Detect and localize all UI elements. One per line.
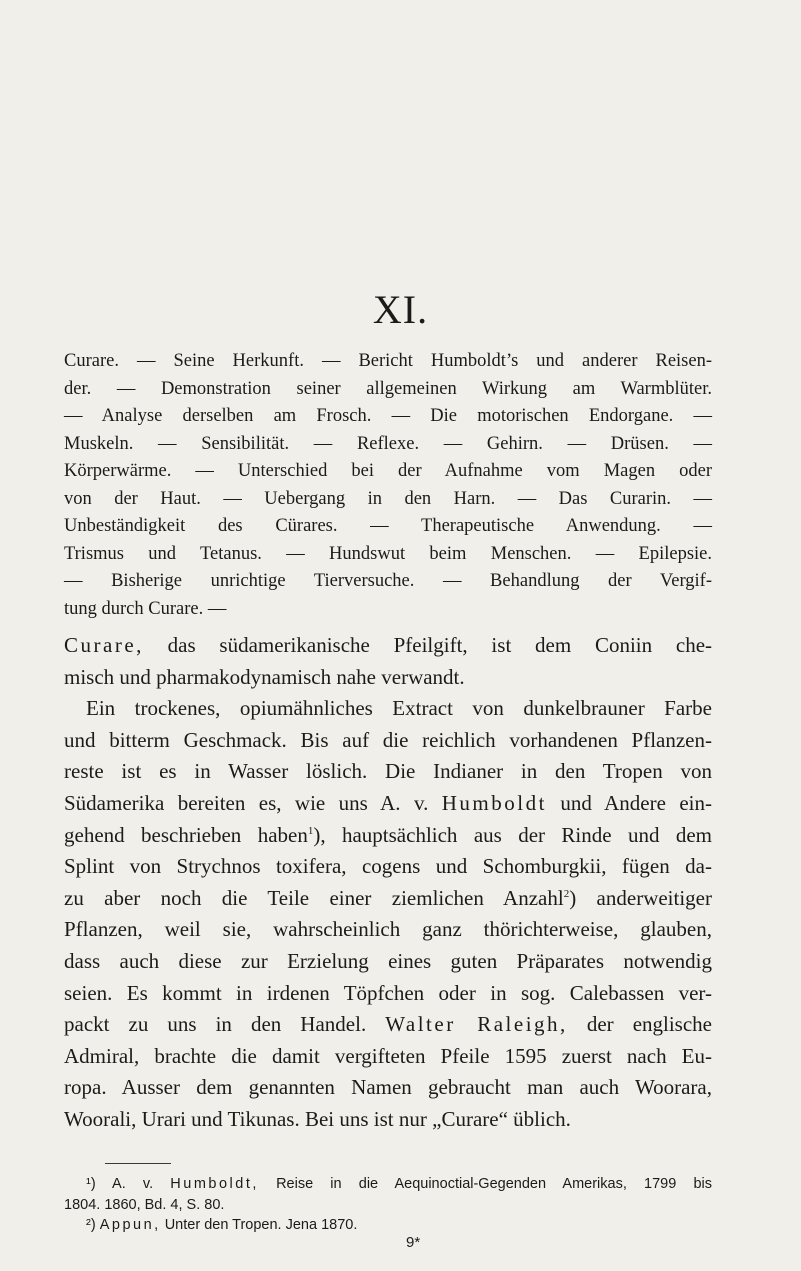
- summary-line: — Bisherige unrichtige Tierversuche. — Behandlung der Vergif-: [64, 571, 712, 591]
- footnote-1-continuation: 1804. 1860, Bd. 4, S. 80.: [64, 1196, 225, 1213]
- summary-line: Körperwärme. — Unterschied bei der Aufnahme vom Magen oder: [64, 461, 712, 481]
- footnote-divider: [105, 1163, 171, 1164]
- body-line: und bitterm Geschmack. Bis auf die reichlich vorhandenen Pflanzen-: [64, 727, 712, 752]
- summary-line: Unbeständigkeit des Cürares. — Therapeutische Anwendung. —: [64, 516, 712, 536]
- body-line: seien. Es kommt in irdenen Töpfchen oder in sog. Calebassen ver-: [64, 980, 712, 1005]
- footnote-ref: 1: [307, 824, 314, 837]
- body-paragraph: [64, 630, 712, 1136]
- body-line: reste ist es in Wasser löslich. Die Indianer in den Tropen von: [64, 759, 712, 784]
- summary-line: — Analyse derselben am Frosch. — Die motorischen Endorgane. —: [64, 406, 712, 426]
- chapter-summary: [64, 348, 712, 623]
- body-line: Admiral, brachte die damit vergifteten Pfeile 1595 zuerst nach Eu-: [64, 1043, 712, 1068]
- body-line: Splint von Strychnos toxifera, cogens und Schomburgkii, fügen da-: [64, 854, 712, 879]
- body-line: ropa. Ausser dem genannten Namen gebraucht man auch Woorara,: [64, 1075, 712, 1100]
- author-name: Appun,: [99, 1217, 161, 1233]
- body-line: dass auch diese zur Erzielung eines guten Präparates notwendig: [64, 948, 712, 973]
- summary-line: von der Haut. — Uebergang in den Harn. — Das Curarin. —: [64, 488, 712, 509]
- summary-line: Muskeln. — Sensibilität. — Reflexe. — Gehirn. — Drüsen. —: [64, 433, 712, 454]
- body-line: Woorali, Urari und Tikunas. Bei uns ist nur „Curare“ üblich.: [64, 1106, 571, 1131]
- body-line: zu aber noch die Teile einer ziemlichen Anzahl$^2$) anderweitiger: [64, 885, 712, 910]
- lead-word: Curare,: [64, 633, 144, 657]
- signature-mark: 9*: [406, 1234, 421, 1251]
- footnote-1: ¹) A. v. Humboldt, Reise in die Aequinoctial-Gegenden Amerikas, 1799 bis: [86, 1176, 712, 1192]
- body-line: misch und pharmakodynamisch nahe verwandt.: [64, 664, 465, 689]
- body-line: packt zu uns in den Handel. Walter Raleigh, der englische: [64, 1012, 712, 1037]
- body-line: gehend beschrieben haben$^1$), hauptsächlich aus der Rinde und dem: [64, 822, 712, 847]
- body-line: Ein trockenes, opiumähnliches Extract von dunkelbrauner Farbe: [86, 696, 712, 721]
- author-name: Humboldt: [441, 790, 547, 815]
- author-name: Humboldt,: [170, 1176, 259, 1192]
- person-name: Walter Raleigh,: [385, 1012, 568, 1037]
- chapter-number: XI.: [372, 287, 429, 332]
- body-line: Pflanzen, weil sie, wahrscheinlich ganz thörichterweise, glauben,: [64, 917, 712, 942]
- summary-line: Trismus und Tetanus. — Hundswut beim Menschen. — Epilepsie.: [64, 543, 712, 564]
- body-line: Südamerika bereiten es, wie uns A. v. Humboldt und Andere ein-: [64, 790, 712, 815]
- footnote-ref: 2: [563, 887, 570, 900]
- footnotes: [64, 1174, 712, 1236]
- summary-line: tung durch Curare. —: [64, 598, 227, 619]
- footnote-2: ²) Appun, Unter den Tropen. Jena 1870.: [86, 1217, 358, 1233]
- summary-line: Curare. — Seine Herkunft. — Bericht Humboldt’s und anderer Reisen-: [64, 351, 712, 371]
- body-line: Curare, das südamerikanische Pfeilgift, ist dem Coniin che-: [64, 633, 713, 657]
- summary-line: der. — Demonstration seiner allgemeinen Wirkung am Warmblüter.: [64, 378, 712, 399]
